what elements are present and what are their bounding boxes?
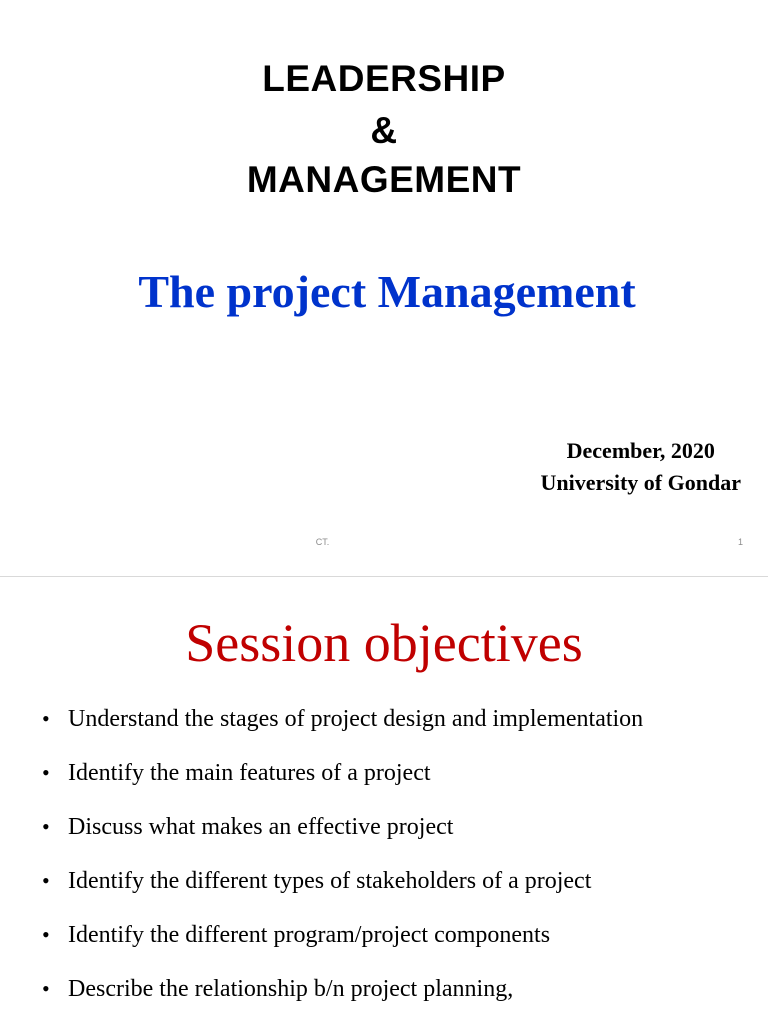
institution-name: University of Gondar [540, 470, 741, 495]
bullet-icon: • [42, 760, 50, 785]
list-item [40, 866, 755, 920]
slide-subtitle: The project Management [138, 266, 636, 317]
list-item [40, 920, 755, 974]
bullet-text: Understand the stages of project design and implementation [68, 706, 644, 732]
bullet-icon: • [42, 868, 50, 893]
bullet-icon: • [42, 814, 50, 839]
list-item [40, 812, 755, 866]
bullet-text: Discuss what makes an effective project [68, 814, 454, 840]
title-line-ampersand: & [370, 110, 398, 151]
bullet-text: Identify the main features of a project [68, 760, 431, 786]
title-line-leadership: LEADERSHIP [262, 58, 506, 99]
slide-2 [0, 577, 768, 1024]
list-item [40, 704, 755, 758]
bullet-icon: • [42, 706, 50, 731]
footer-label: CT. [315, 537, 330, 547]
date-block [541, 435, 741, 499]
bullet-text: Describe the relationship b/n project planning, [68, 976, 514, 1002]
list-item [40, 974, 755, 1024]
title-line-management: MANAGEMENT [246, 159, 522, 200]
bullet-text: Identify the different program/project components [68, 922, 551, 948]
bullet-text: Identify the different types of stakeholders of a project [68, 868, 592, 894]
presentation-date: December, 2020 [566, 438, 715, 463]
bullet-icon: • [42, 976, 50, 1001]
objectives-title: Session objectives [185, 613, 583, 673]
page-number: 1 [737, 537, 743, 547]
objectives-list [40, 704, 755, 1024]
list-item [40, 758, 755, 812]
bullet-icon: • [42, 922, 50, 947]
